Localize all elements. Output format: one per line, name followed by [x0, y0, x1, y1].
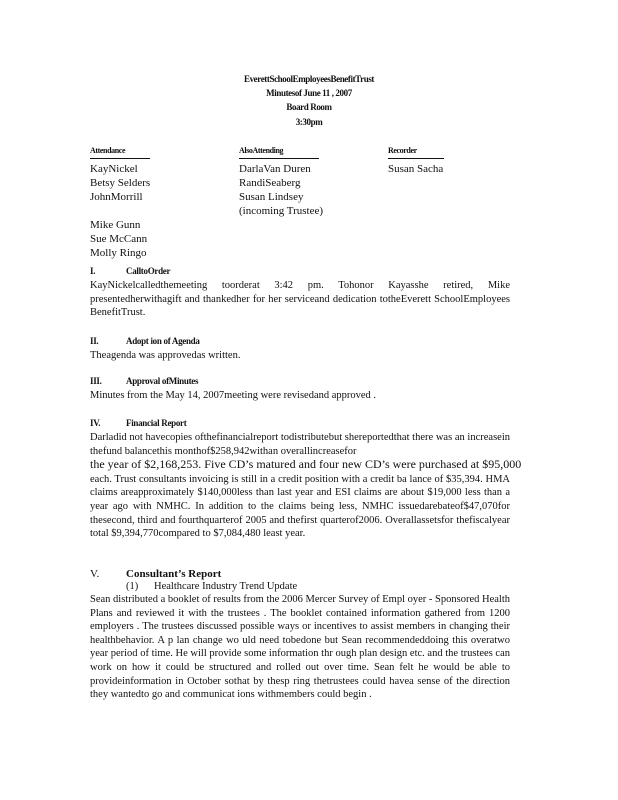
also-attending-name: RandiSeaberg: [239, 177, 301, 189]
section-title: Approval ofMinutes: [126, 376, 199, 386]
attendance-column: [90, 143, 230, 260]
section-heading: [90, 336, 510, 349]
section-text: Minutes from the May 14, 2007meeting were revisedand approved .: [90, 390, 377, 401]
section-consultants-report: [90, 568, 510, 702]
attendance-label: Attendance: [90, 144, 150, 159]
section-text-large: [90, 457, 522, 473]
section-number: II.: [90, 336, 99, 346]
section-number: I.: [90, 266, 96, 276]
doc-title: EverettSchoolEmployeesBenefitTrust: [243, 74, 375, 84]
section-heading: [90, 266, 510, 279]
attendee-spacer: [90, 204, 230, 218]
subsection-heading: [90, 580, 510, 593]
section-title: Financial Report: [126, 418, 187, 428]
section-text: Sean distributed a booklet of results from the 2006 Mercer Survey of Empl oyer - Sponsored Health Plans and reviewed it with the trustees . The booklet contained information gathered from 1200 employers . The trustees discussed possible ways or incentives to assist members in changing their healthbehavior. A p lan change wo uld need tobedone but Sean recommendeddoing this overatwo year period of time. He will provide some information thr ough plan design etc. and the trustees can work on how it could be structured and rolled out over time. Sean felt he would be able to provideinformation in October sothat by thesp ring thetrustees could havea sense of the direction they wantedto go and communicat ions withmembers could begin .: [90, 594, 510, 701]
section-number: IV.: [90, 418, 101, 428]
section-heading: [90, 568, 510, 580]
also-attending-note: (incoming Trustee): [239, 205, 324, 217]
recorder-name: Susan Sacha: [388, 163, 444, 175]
section-title: Adopt ion of Agenda: [126, 336, 200, 346]
section-number: III.: [90, 376, 102, 386]
section-number: V.: [90, 568, 100, 580]
also-attending-name: Susan Lindsey: [239, 191, 304, 203]
attendee-name: Betsy Selders: [90, 177, 151, 189]
attendee-name: Sue McCann: [90, 233, 148, 245]
minutes-date: Minutesof June 11 , 2007: [266, 88, 352, 98]
section-adoption-of-agenda: [90, 336, 510, 363]
meeting-location: Board Room: [286, 102, 332, 112]
subsection-title: Healthcare Industry Trend Update: [154, 581, 298, 592]
section-text: each. Trust consultants invoicing is still in a credit position with a credit ba lance of $35,394. HMA claims areapproximately $140,000less than last year and ESI claims are about $19,000 less than a year ago with NMHC. In addition to the claims being less, NMHC issuedarebateof$47,070for thesecond, third and fourthquarterof 2005 and thefirst quarterof2006. Overallassetsfor thefiscalyear total $9,394,770compared to $7,084,480 least year.: [90, 473, 510, 540]
section-title: Consultant’s Report: [126, 568, 222, 580]
also-attending-name: DarlaVan Duren: [239, 163, 311, 175]
section-text-large-span: the year of $2,168,253. Five CD’s matured and four new CD’s were purchased at $95,000: [90, 457, 522, 472]
recorder-label: Recorder: [388, 144, 444, 159]
section-heading: [90, 418, 510, 431]
section-title: CalltoOrder: [126, 266, 171, 276]
attendee-name: JohnMorrill: [90, 191, 143, 203]
attendee-name: Molly Ringo: [90, 247, 147, 259]
subsection-number: (1): [126, 581, 139, 592]
also-attending-label: AlsoAttending: [239, 144, 319, 159]
section-financial-report: [90, 418, 522, 541]
attendee-name: Mike Gunn: [90, 219, 141, 231]
section-call-to-order: [90, 266, 510, 320]
section-approval-of-minutes: [90, 376, 510, 403]
section-text: KayNickelcalledthemeeting toorderat 3:42 pm. Tohonor Kayasshe retired, Mike presentedherwithagift and thankedher for her serviceand dedication totheEverett SchoolEmployees BenefitTrust.: [90, 280, 510, 319]
meeting-time: 3:30pm: [295, 117, 323, 127]
recorder-column: [388, 143, 508, 176]
also-attending-column: [239, 143, 379, 218]
attendee-name: KayNickel: [90, 163, 138, 175]
section-text: Darladid not havecopies ofthefinancialreport todistributebut shereportedthat there was an increasein thefund balancethis monthof$258,942withan overallincreasefor: [90, 432, 510, 457]
section-text: Theagenda was approvedas written.: [90, 350, 241, 361]
section-heading: [90, 376, 510, 389]
